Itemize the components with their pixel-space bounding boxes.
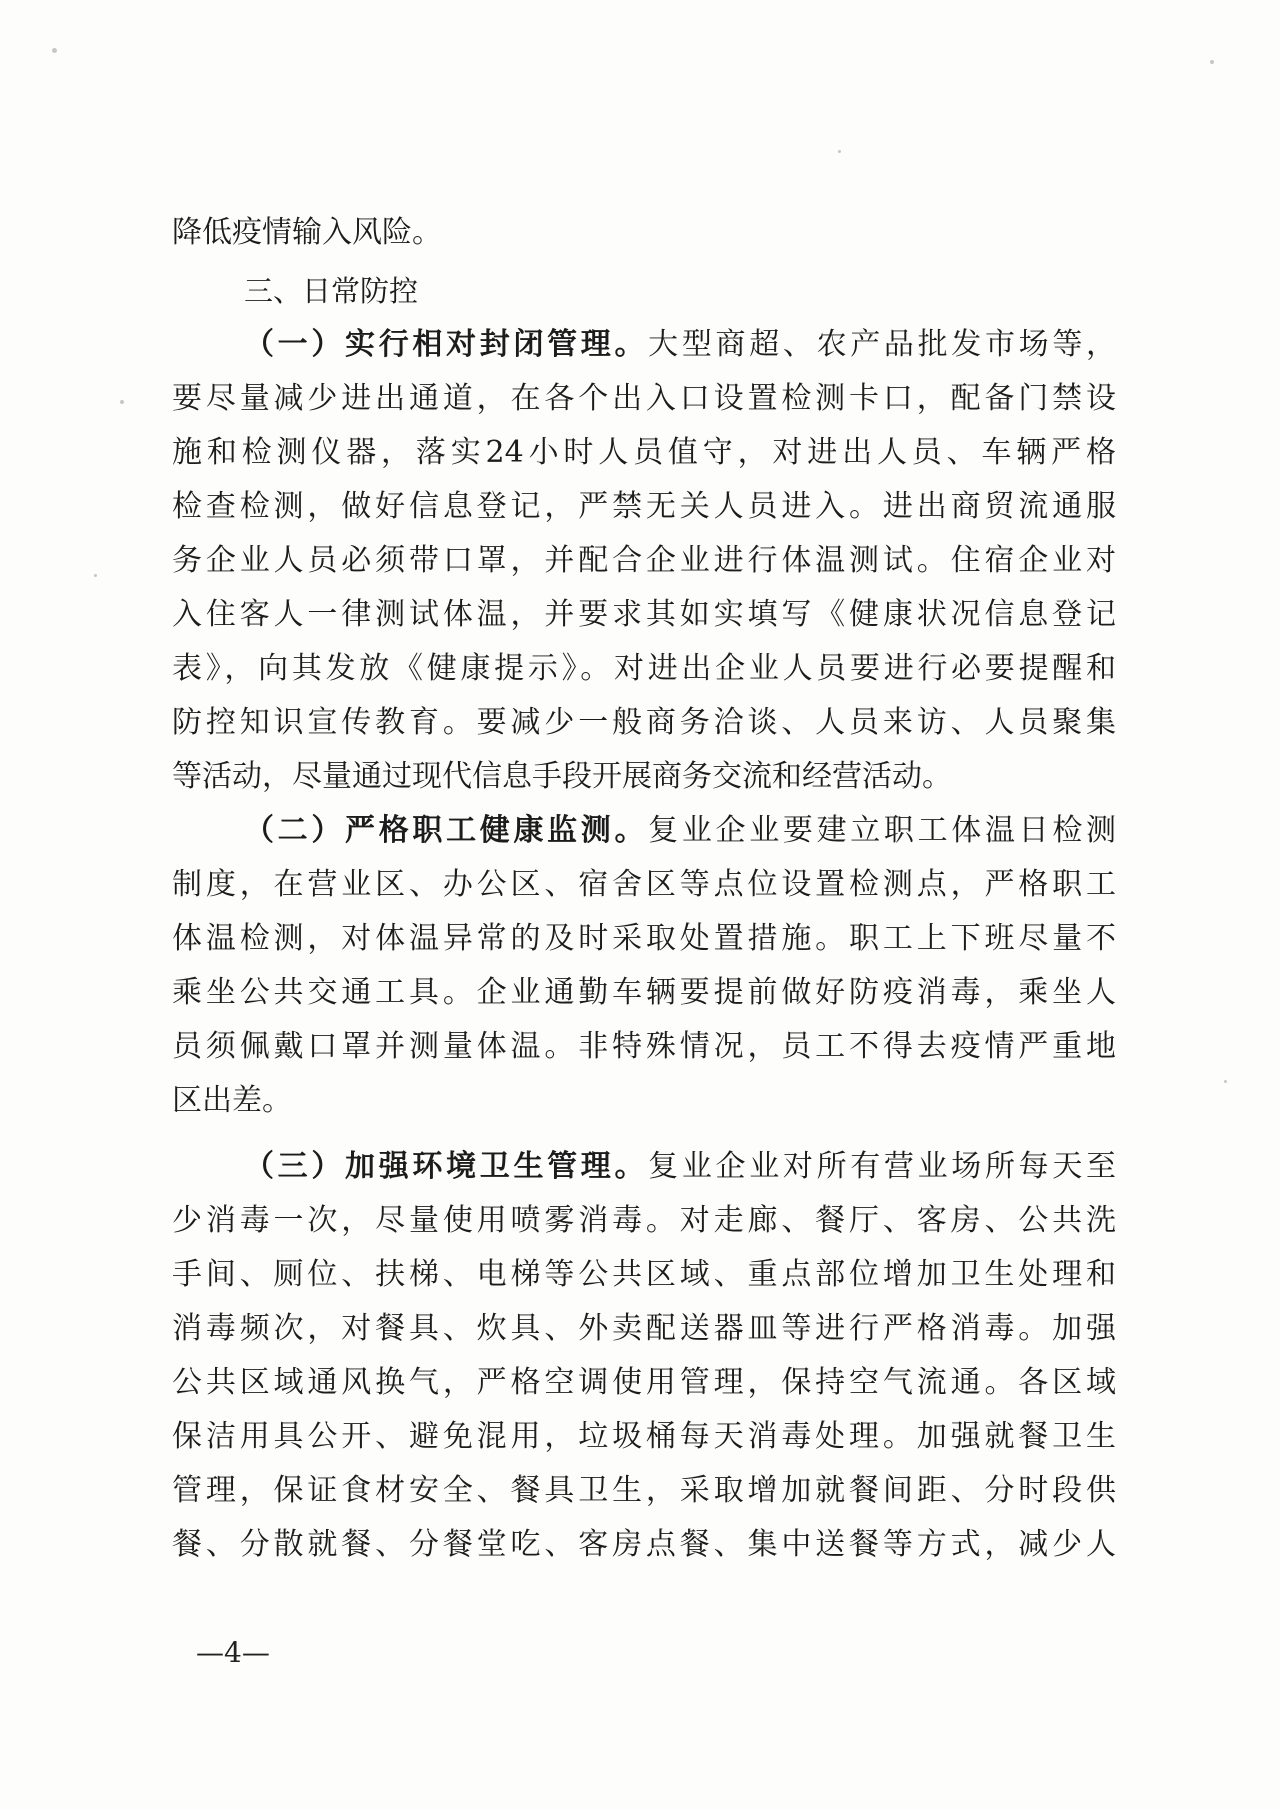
scan-speck [120, 400, 124, 404]
text-line: 少消毒一次，尽量使用喷雾消毒。对走廊、餐厅、客房、公共洗 [172, 1203, 1116, 1238]
text-line: 乘坐公共交通工具。企业通勤车辆要提前做好防疫消毒，乘坐人 [172, 975, 1116, 1010]
text-line: 表》，向其发放《健康提示》。对进出企业人员要进行必要提醒和 [172, 651, 1116, 686]
scan-speck [94, 574, 97, 577]
text-line: 手间、厕位、扶梯、电梯等公共区域、重点部位增加卫生处理和 [172, 1257, 1116, 1292]
subsection-heading: （三）加强环境卫生管理。 [244, 1149, 649, 1184]
scan-speck [1210, 60, 1214, 64]
text-line: 入住客人一律测试体温，并要求其如实填写《健康状况信息登记 [172, 597, 1116, 632]
text-line: 要尽量减少进出通道，在各个出入口设置检测卡口，配备门禁设 [172, 381, 1116, 416]
text-line: 区出差。 [172, 1083, 292, 1118]
paragraph-first-line [172, 1140, 1116, 1194]
text-line: 体温检测，对体温异常的及时采取处置措施。职工上下班尽量不 [172, 921, 1116, 956]
paragraph-first-line [172, 804, 1116, 858]
paragraph-text: 复业企业要建立职工体温日检测 [648, 813, 1116, 848]
paragraph-text: 复业企业对所有营业场所每天至 [648, 1149, 1116, 1184]
text-line: 消毒频次，对餐具、炊具、外卖配送器皿等进行严格消毒。加强 [172, 1311, 1116, 1346]
paragraph-text: 大型商超、农产品批发市场等， [648, 327, 1116, 362]
subsection-heading: （一）实行相对封闭管理。 [244, 327, 649, 362]
text-line: 施和检测仪器，落实24小时人员值守，对进出人员、车辆严格 [172, 435, 1116, 470]
scan-speck [1224, 1080, 1227, 1083]
paragraph-first-line [172, 318, 1116, 372]
text-line: 餐、分散就餐、分餐堂吃、客房点餐、集中送餐等方式，减少人 [172, 1527, 1116, 1562]
text-line: 制度，在营业区、办公区、宿舍区等点位设置检测点，严格职工 [172, 867, 1116, 902]
text-line: 公共区域通风换气，严格空调使用管理，保持空气流通。各区域 [172, 1365, 1116, 1400]
page-number: —4— [196, 1636, 270, 1669]
text-line: 检查检测，做好信息登记，严禁无关人员进入。进出商贸流通服 [172, 489, 1116, 524]
subsection-heading: （二）严格职工健康监测。 [244, 813, 649, 848]
section-heading: 三、日常防控 [244, 274, 419, 308]
text-line: 降低疫情输入风险。 [172, 215, 442, 250]
text-line: 务企业人员必须带口罩，并配合企业进行体温测试。住宿企业对 [172, 543, 1116, 578]
scan-speck [838, 150, 841, 153]
text-line: 防控知识宣传教育。要减少一般商务洽谈、人员来访、人员聚集 [172, 705, 1116, 740]
text-line: 员须佩戴口罩并测量体温。非特殊情况，员工不得去疫情严重地 [172, 1029, 1116, 1064]
text-line: 保洁用具公开、避免混用，垃圾桶每天消毒处理。加强就餐卫生 [172, 1419, 1116, 1454]
text-line: 等活动，尽量通过现代信息手段开展商务交流和经营活动。 [172, 759, 952, 794]
text-line: 管理，保证食材安全、餐具卫生，采取增加就餐间距、分时段供 [172, 1473, 1116, 1508]
document-body [172, 206, 1116, 1572]
scan-speck [52, 48, 57, 53]
